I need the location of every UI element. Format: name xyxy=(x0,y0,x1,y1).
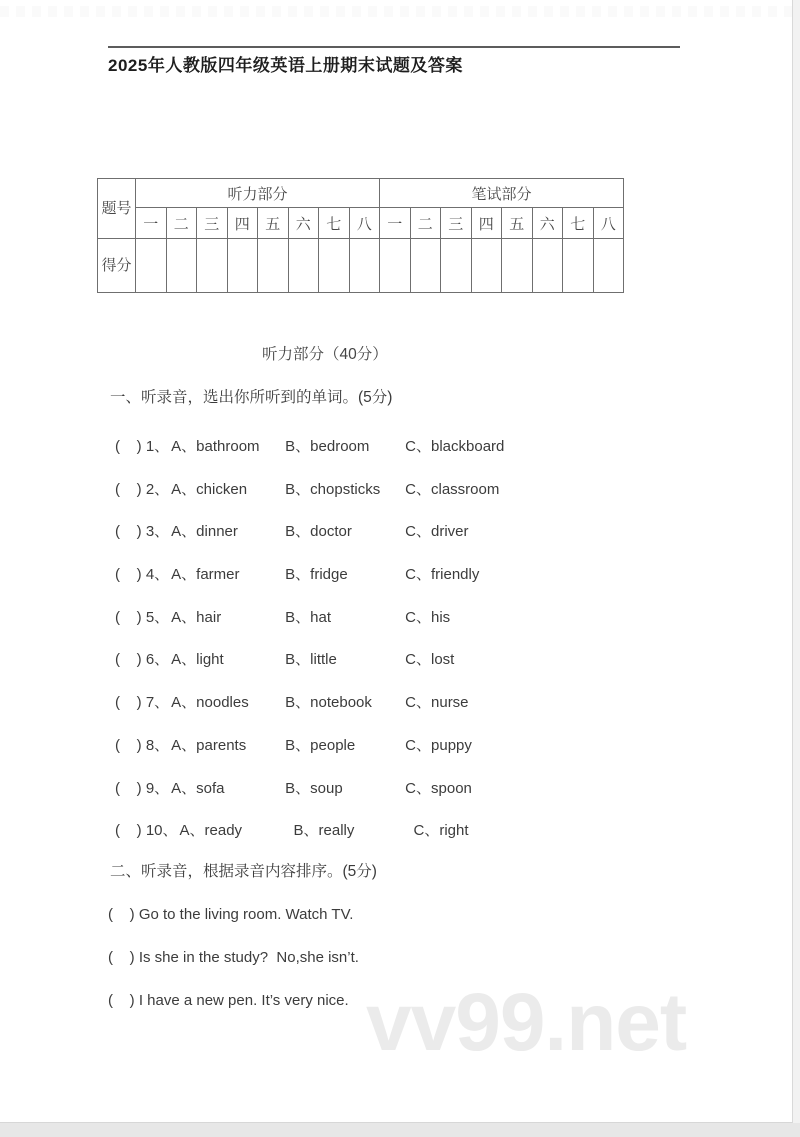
question-row xyxy=(115,480,504,500)
answer-blank-and-number: ( ) 5、 xyxy=(115,608,170,626)
column-header-cell: 七 xyxy=(563,208,594,239)
answer-blank-and-number: ( ) 2、 xyxy=(115,480,170,498)
option-b: B、soup xyxy=(285,779,343,797)
score-cell-empty xyxy=(410,239,441,293)
option-c: C、his xyxy=(405,608,451,626)
score-cell-empty xyxy=(380,239,411,293)
listening-part-heading: 听力部分（40分） xyxy=(262,346,388,363)
option-c: C、blackboard xyxy=(405,438,505,455)
score-table-columns-row xyxy=(98,208,624,239)
ordering-item: ( ) Go to the living room. Watch TV. xyxy=(108,906,354,923)
option-a: A、noodles xyxy=(171,694,249,712)
option-a: A、dinner xyxy=(171,523,238,541)
score-cell-empty xyxy=(563,239,594,293)
option-a: A、farmer xyxy=(171,566,240,584)
option-a: A、sofa xyxy=(171,779,225,797)
answer-blank-and-number: ( ) 7、 xyxy=(115,694,170,712)
question-row xyxy=(115,565,504,585)
option-a: A、parents xyxy=(171,736,247,754)
score-cell-empty xyxy=(502,239,533,293)
score-cell-empty xyxy=(319,239,350,293)
option-b: B、notebook xyxy=(285,694,372,712)
answer-blank-and-number: ( ) 10、 xyxy=(115,822,178,840)
column-header-cell: 三 xyxy=(197,208,228,239)
column-header-cell: 一 xyxy=(380,208,411,239)
option-a: A、bathroom xyxy=(171,438,260,455)
score-cell-empty xyxy=(593,239,624,293)
option-c: C、driver xyxy=(405,523,469,541)
answer-blank-and-number: ( ) 9、 xyxy=(115,779,170,797)
option-c: C、right xyxy=(413,822,469,840)
scan-texture xyxy=(0,6,792,17)
column-header-cell: 六 xyxy=(532,208,563,239)
column-header-cell: 四 xyxy=(471,208,502,239)
question-row xyxy=(115,821,504,841)
option-b: B、chopsticks xyxy=(285,480,381,498)
option-b: B、hat xyxy=(285,608,332,626)
option-c: C、nurse xyxy=(405,694,469,712)
score-cell-empty xyxy=(136,239,167,293)
option-c: C、spoon xyxy=(405,779,472,797)
answer-blank-and-number: ( ) 8、 xyxy=(115,736,170,754)
column-header-cell: 七 xyxy=(319,208,350,239)
score-cell-empty xyxy=(441,239,472,293)
score-table xyxy=(97,178,624,293)
answer-blank-and-number: ( ) 4、 xyxy=(115,566,170,584)
watermark-text: vv99.net xyxy=(366,977,687,1068)
section-one-title: 一、听录音，选出你所听到的单词。(5分) xyxy=(110,389,393,406)
column-header-cell: 二 xyxy=(410,208,441,239)
option-b: B、fridge xyxy=(285,566,348,584)
score-cell-empty xyxy=(532,239,563,293)
option-b: B、people xyxy=(285,736,356,754)
answer-blank-and-number: ( ) 6、 xyxy=(115,651,170,669)
option-a: A、hair xyxy=(171,608,222,626)
score-cell-empty xyxy=(471,239,502,293)
score-cell-empty xyxy=(197,239,228,293)
column-header-cell: 八 xyxy=(349,208,380,239)
option-b: B、doctor xyxy=(285,523,352,541)
question-number-label-cell: 题号 xyxy=(98,179,136,239)
option-b: B、bedroom xyxy=(285,438,370,455)
score-cell-empty xyxy=(349,239,380,293)
score-cell-empty xyxy=(227,239,258,293)
option-c: C、lost xyxy=(405,651,455,669)
option-c: C、friendly xyxy=(405,566,480,584)
question-row xyxy=(115,437,504,457)
column-header-cell: 五 xyxy=(258,208,289,239)
score-table-score-row xyxy=(98,239,624,293)
column-header-cell: 一 xyxy=(136,208,167,239)
option-a: A、light xyxy=(171,651,224,669)
question-row xyxy=(115,650,504,670)
option-b: B、really xyxy=(293,822,355,840)
question-row xyxy=(115,736,504,756)
page-title: 2025年人教版四年级英语上册期末试题及答案 xyxy=(108,56,463,75)
column-header-cell: 六 xyxy=(288,208,319,239)
viewer-background-strip xyxy=(0,1123,800,1137)
column-header-cell: 三 xyxy=(441,208,472,239)
title-divider xyxy=(108,46,680,48)
column-header-cell: 二 xyxy=(166,208,197,239)
score-cell-empty xyxy=(288,239,319,293)
listening-part-header-cell: 听力部分 xyxy=(136,179,380,208)
column-header-cell: 四 xyxy=(227,208,258,239)
section-two-items xyxy=(108,905,359,1034)
option-a: A、chicken xyxy=(171,480,248,498)
question-row xyxy=(115,779,504,799)
option-c: C、classroom xyxy=(405,480,500,498)
score-table-parts-row xyxy=(98,179,624,208)
answer-blank-and-number: ( ) 3、 xyxy=(115,523,170,541)
ordering-item: ( ) Is she in the study? No,she isn’t. xyxy=(108,949,359,966)
question-row xyxy=(115,522,504,542)
answer-blank-and-number: ( ) 1、 xyxy=(115,438,170,455)
ordering-item: ( ) I have a new pen. It’s very nice. xyxy=(108,992,349,1009)
score-cell-empty xyxy=(258,239,289,293)
question-row xyxy=(115,608,504,628)
score-cell-empty xyxy=(166,239,197,293)
option-b: B、little xyxy=(285,651,337,669)
written-part-header-cell: 笔试部分 xyxy=(380,179,624,208)
section-two-title: 二、听录音，根据录音内容排序。(5分) xyxy=(110,863,377,880)
column-header-cell: 八 xyxy=(593,208,624,239)
question-row xyxy=(115,693,504,713)
option-c: C、puppy xyxy=(405,736,472,754)
section-one-questions xyxy=(115,437,504,864)
option-a: A、ready xyxy=(179,822,243,840)
score-label-cell: 得分 xyxy=(98,239,136,293)
column-header-cell: 五 xyxy=(502,208,533,239)
